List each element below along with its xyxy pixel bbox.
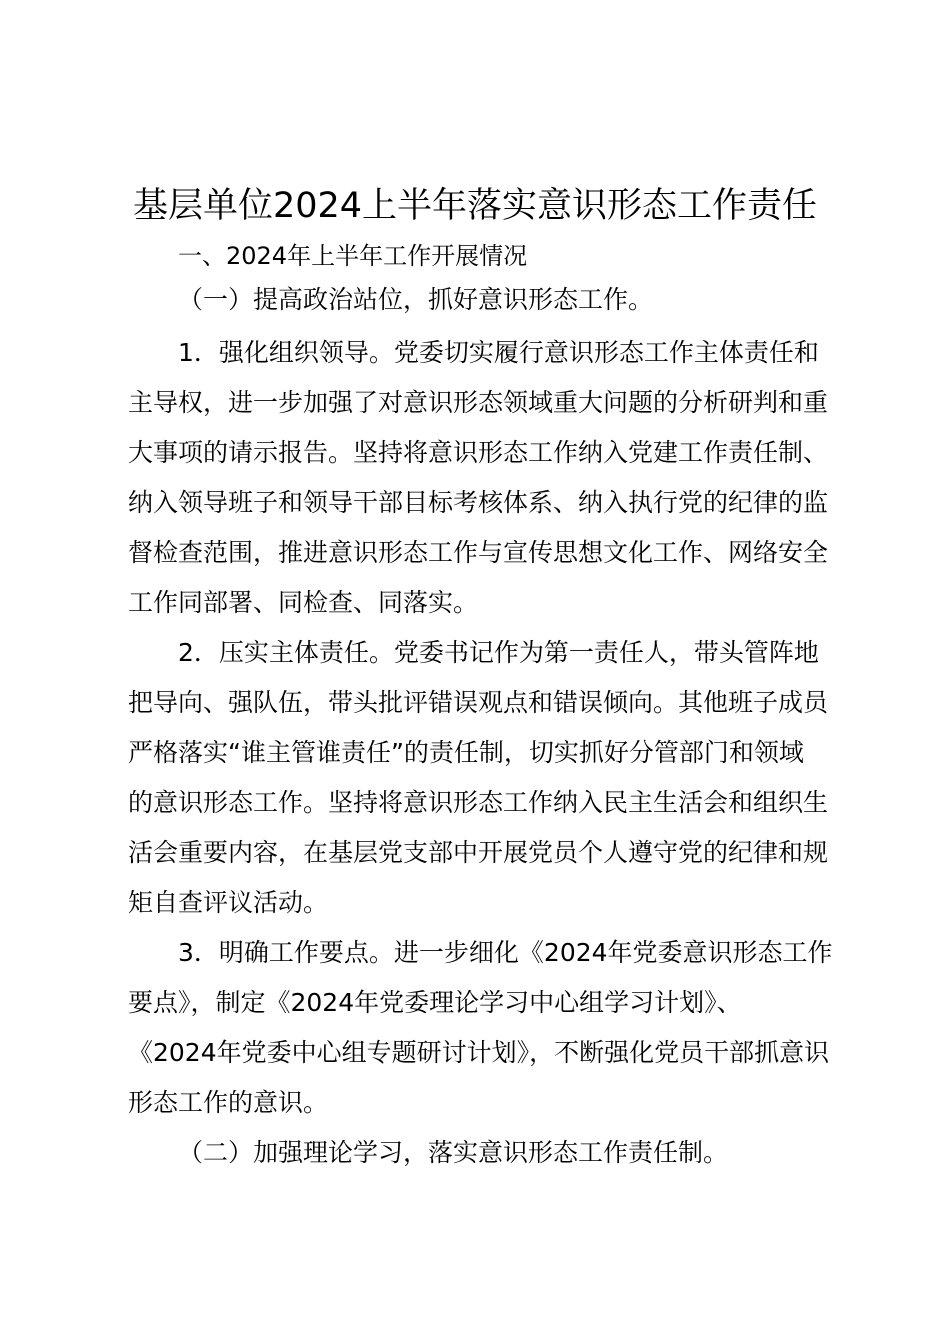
paragraph-line: 要点》，制定《2024年党委理论学习中心组学习计划》、	[128, 988, 742, 1017]
paragraph-line: 督检查范围，推进意识形态工作与宣传思想文化工作、网络安全	[128, 538, 829, 567]
paragraph-line: 把导向、强队伍，带头批评错误观点和错误倾向。其他班子成员	[128, 688, 829, 717]
paragraph-line: 纳入领导班子和领导干部目标考核体系、纳入执行党的纪律的监	[128, 488, 829, 517]
paragraph-item-2	[128, 628, 858, 928]
subsection-heading-1	[128, 275, 858, 325]
paragraph-item-3	[128, 928, 858, 1128]
subsection-heading-1-text: （一）提高政治站位，抓好意识形态工作。	[178, 285, 654, 314]
paragraph-item-1	[128, 328, 858, 628]
paragraph-line: 形态工作的意识。	[128, 1088, 329, 1117]
paragraph-line: 严格落实“谁主管谁责任”的责任制，切实抓好分管部门和领域	[128, 738, 804, 767]
paragraph-line: 的意识形态工作。坚持将意识形态工作纳入民主生活会和组织生	[128, 788, 829, 817]
paragraph-line: 活会重要内容，在基层党支部中开展党员个人遵守党的纪律和规	[128, 838, 829, 867]
paragraph-line: 大事项的请示报告。坚持将意识形态工作纳入党建工作责任制、	[128, 438, 829, 467]
paragraph-line: 主导权，进一步加强了对意识形态领域重大问题的分析研判和重	[128, 388, 829, 417]
paragraph-line: 1．强化组织领导。党委切实履行意识形态工作主体责任和	[178, 338, 819, 367]
document-title: 基层单位2024上半年落实意识形态工作责任	[132, 186, 818, 226]
paragraph-line: 矩自查评议活动。	[128, 888, 329, 917]
subsection-heading-2-text: （二）加强理论学习，落实意识形态工作责任制。	[178, 1138, 729, 1167]
paragraph-line: 2．压实主体责任。党委书记作为第一责任人，带头管阵地	[178, 638, 819, 667]
paragraph-line: 3．明确工作要点。进一步细化《2024年党委意识形态工作	[178, 938, 833, 967]
subsection-heading-2	[128, 1128, 858, 1178]
paragraph-line: 工作同部署、同检查、同落实。	[128, 588, 479, 617]
section-heading-1: 一、2024年上半年工作开展情况	[178, 242, 528, 270]
paragraph-line: 《2024年党委中心组专题研讨计划》，不断强化党员干部抓意识	[128, 1038, 830, 1067]
